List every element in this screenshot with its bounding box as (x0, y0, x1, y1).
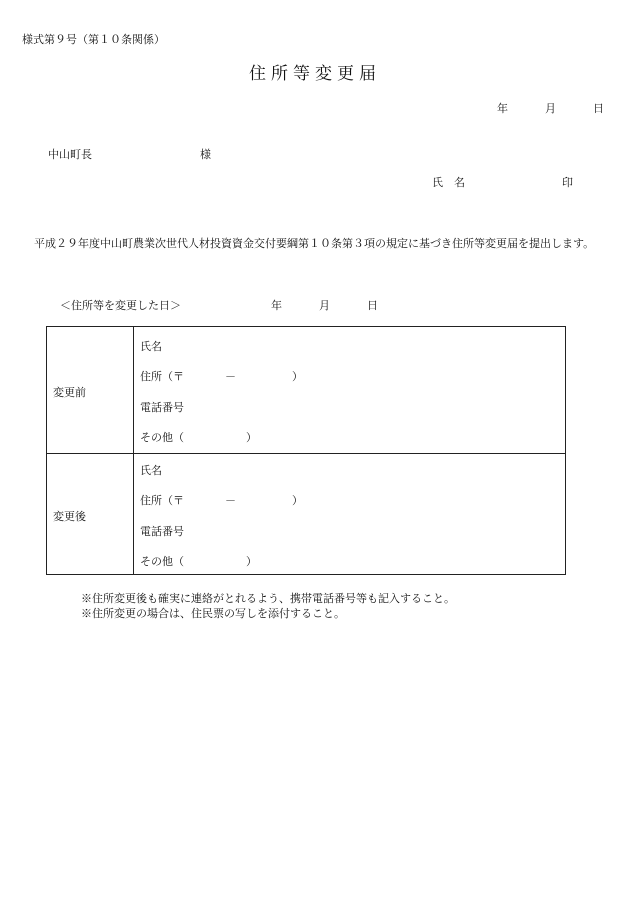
change-date-month: 月 (319, 299, 330, 312)
before-other-field[interactable]: その他（ (140, 431, 184, 444)
seal-label: 印 (562, 176, 573, 189)
header-date-month: 月 (545, 102, 556, 115)
section-after (47, 453, 565, 574)
applicant-name-label: 氏名 (432, 176, 476, 189)
section-label-cell (47, 327, 134, 453)
change-date-label: ＜住所等を変更した日＞ (60, 299, 181, 312)
before-address-field[interactable]: 住所（〒 (140, 370, 184, 383)
section-before-label: 変更前 (53, 386, 86, 399)
before-phone-field[interactable]: 電話番号 (140, 401, 184, 414)
before-postal-dash: － (225, 370, 236, 383)
change-table (46, 326, 566, 575)
after-phone-field[interactable]: 電話番号 (140, 525, 184, 538)
after-address-close: ） (292, 494, 303, 507)
section-after-label: 変更後 (53, 510, 86, 523)
section-before (47, 327, 565, 454)
before-address-close: ） (292, 370, 303, 383)
before-other-close: ） (246, 431, 257, 444)
after-name-field[interactable]: 氏名 (140, 464, 162, 477)
change-date-day: 日 (367, 299, 378, 312)
after-other-close: ） (246, 555, 257, 568)
note-contact: ※住所変更後も確実に連絡がとれるよう、携帯電話番号等も記入すること。 (81, 592, 455, 605)
change-date-year: 年 (271, 299, 282, 312)
header-date-year: 年 (497, 102, 508, 115)
statement-text: 平成２９年度中山町農業次世代人材投資資金交付要綱第１０条第３項の規定に基づき住所等変更届を提出します。 (34, 237, 595, 250)
form-number: 様式第９号（第１０条関係） (22, 33, 165, 46)
addressee-honorific: 様 (200, 148, 211, 161)
document-title: 住所等変更届 (249, 64, 381, 84)
header-date-day: 日 (593, 102, 604, 115)
note-resident-card: ※住所変更の場合は、住民票の写しを添付すること。 (81, 607, 345, 620)
addressee-name: 中山町長 (48, 148, 92, 161)
before-name-field[interactable]: 氏名 (140, 340, 162, 353)
after-other-field[interactable]: その他（ (140, 555, 184, 568)
after-address-field[interactable]: 住所（〒 (140, 494, 184, 507)
after-postal-dash: － (225, 494, 236, 507)
section-label-cell (47, 453, 134, 574)
